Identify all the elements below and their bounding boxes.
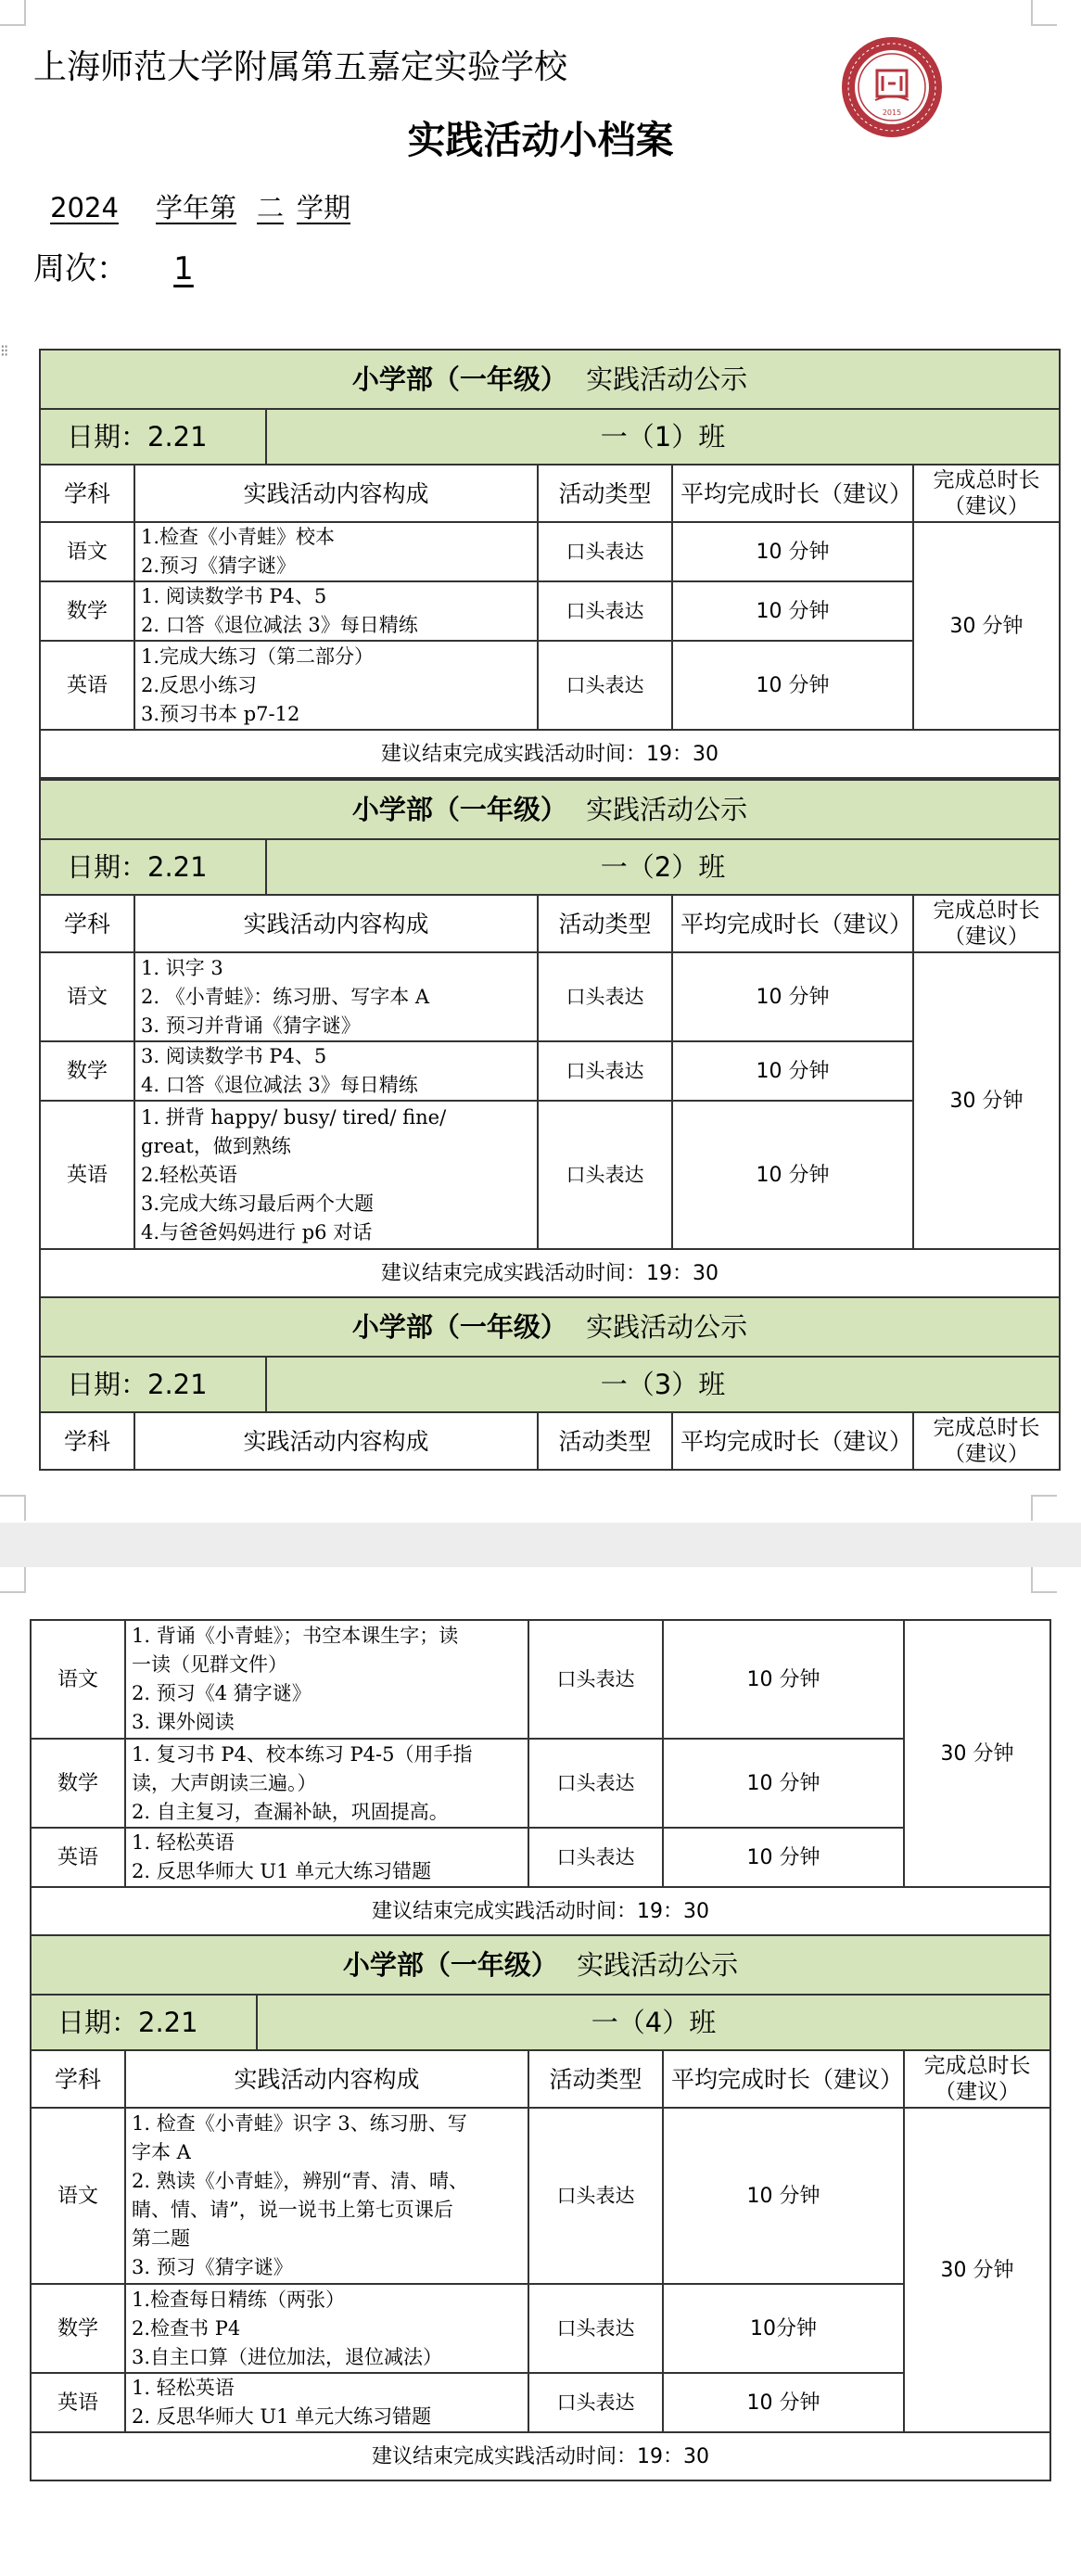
type-cell: 口头表达 — [528, 2284, 663, 2373]
col-avg-time: 平均完成时长（建议） — [672, 895, 913, 952]
table-row — [31, 2108, 1050, 2284]
subject-cell: 数学 — [31, 2284, 125, 2373]
dept-label: 小学部（一年级） — [351, 793, 567, 825]
table-row — [40, 641, 1060, 730]
total-time-cell: 30 分钟 — [913, 952, 1060, 1249]
page-corner-mark — [1031, 1495, 1057, 1521]
class-name: 一（4）班 — [257, 1995, 1050, 2050]
table-row — [40, 952, 1060, 1041]
subject-cell: 语文 — [40, 952, 134, 1041]
time-cell: 10 分钟 — [672, 952, 913, 1041]
type-cell: 口头表达 — [538, 952, 672, 1041]
time-cell: 10 分钟 — [672, 1041, 913, 1101]
class-table-4 — [30, 1934, 1051, 2481]
col-content: 实践活动内容构成 — [134, 465, 538, 522]
subject-cell: 英语 — [31, 1828, 125, 1887]
content-cell: 1. 阅读数学书 P4、5 2. 口答《退位减法 3》每日精练 — [134, 581, 538, 641]
page-corner-mark — [1031, 1567, 1057, 1593]
class-table-1 — [39, 349, 1061, 779]
type-cell: 口头表达 — [528, 2108, 663, 2284]
table-row — [40, 581, 1060, 641]
end-time-row: 建议结束完成实践活动时间：19：30 — [40, 1249, 1060, 1297]
col-total-time: 完成总时长 （建议） — [913, 895, 1060, 952]
total-time-cell: 30 分钟 — [904, 1620, 1050, 1887]
content-cell: 1.检查《小青蛙》校本 2.预习《猜字谜》 — [134, 522, 538, 581]
total-time-cell: 30 分钟 — [913, 522, 1060, 730]
col-total-time: 完成总时长 （建议） — [913, 465, 1060, 522]
week-line — [33, 243, 230, 288]
table-row — [40, 1041, 1060, 1101]
type-cell: 口头表达 — [528, 1739, 663, 1828]
total-time-cell: 30 分钟 — [904, 2108, 1050, 2432]
col-total-time: 完成总时长 （建议） — [904, 2050, 1050, 2108]
page-corner-mark — [0, 1567, 26, 1593]
week-label: 周次： — [33, 250, 128, 287]
col-avg-time: 平均完成时长（建议） — [672, 465, 913, 522]
col-subject: 学科 — [40, 465, 134, 522]
term-end: 学期 — [297, 192, 351, 223]
type-cell: 口头表达 — [538, 1041, 672, 1101]
subject-cell: 语文 — [31, 2108, 125, 2284]
col-subject: 学科 — [31, 2050, 125, 2108]
table-row — [31, 2284, 1050, 2373]
time-cell: 10 分钟 — [663, 1739, 904, 1828]
col-content: 实践活动内容构成 — [134, 1412, 538, 1470]
subject-cell: 语文 — [40, 522, 134, 581]
class-name: 一（1）班 — [266, 409, 1060, 465]
time-cell: 10 分钟 — [663, 2108, 904, 2284]
term-num: 二 — [257, 192, 285, 223]
subject-cell: 英语 — [40, 1101, 134, 1249]
table-row — [31, 2373, 1050, 2432]
col-type: 活动类型 — [528, 2050, 663, 2108]
type-cell: 口头表达 — [528, 2373, 663, 2432]
content-cell: 1. 复习书 P4、校本练习 P4-5（用手指 读，大声朗读三遍。） 2. 自主复习，查漏补缺，巩固提高。 — [125, 1739, 528, 1828]
time-cell: 10 分钟 — [663, 2373, 904, 2432]
seal-year: 2015 — [882, 108, 902, 117]
col-subject: 学科 — [40, 895, 134, 952]
notice-label: 实践活动公示 — [586, 793, 748, 825]
term-line — [33, 187, 350, 225]
content-cell: 1. 轻松英语 2. 反思华师大 U1 单元大练习错题 — [125, 1828, 528, 1887]
col-type: 活动类型 — [538, 1412, 672, 1470]
end-time-row: 建议结束完成实践活动时间：19：30 — [31, 1887, 1050, 1935]
notice-label: 实践活动公示 — [577, 1948, 739, 1981]
term-year: 2024 — [50, 192, 119, 223]
subject-cell: 数学 — [31, 1739, 125, 1828]
col-type: 活动类型 — [538, 465, 672, 522]
page-corner-mark — [0, 1495, 26, 1521]
notice-label: 实践活动公示 — [586, 1310, 748, 1343]
time-cell: 10 分钟 — [663, 1620, 904, 1739]
notice-label: 实践活动公示 — [586, 363, 748, 395]
table-move-handle[interactable]: ⁝⁝ — [0, 341, 7, 361]
dept-label: 小学部（一年级） — [351, 363, 567, 395]
col-type: 活动类型 — [538, 895, 672, 952]
date-cell: 日期：2.21 — [40, 1357, 266, 1412]
time-cell: 10 分钟 — [672, 1101, 913, 1249]
week-number: 1 — [173, 250, 194, 287]
table-row — [40, 1101, 1060, 1249]
content-cell: 1. 拼背 happy/ busy/ tired/ fine/ great，做到熟练 2.轻松英语 3.完成大练习最后两个大题 4.与爸爸妈妈进行 p6 对话 — [134, 1101, 538, 1249]
time-cell: 10 分钟 — [672, 581, 913, 641]
subject-cell: 语文 — [31, 1620, 125, 1739]
type-cell: 口头表达 — [538, 641, 672, 730]
content-cell: 1. 检查《小青蛙》识字 3、练习册、写 字本 A 2. 熟读《小青蛙》，辨别“青、清、晴、 睛、情、请”，说一说书上第七页课后 第二题 3. 预习《猜字谜》 — [125, 2108, 528, 2284]
dept-label: 小学部（一年级） — [351, 1310, 567, 1343]
time-cell: 10 分钟 — [672, 522, 913, 581]
col-content: 实践活动内容构成 — [125, 2050, 528, 2108]
time-cell: 10 分钟 — [663, 1828, 904, 1887]
subject-cell: 英语 — [40, 641, 134, 730]
class-table-3-body — [30, 1619, 1051, 1936]
subject-cell: 数学 — [40, 581, 134, 641]
page-corner-mark — [0, 0, 26, 26]
col-content: 实践活动内容构成 — [134, 895, 538, 952]
school-name: 上海师范大学附属第五嘉定实验学校 — [33, 48, 568, 86]
subject-cell: 英语 — [31, 2373, 125, 2432]
date-cell: 日期：2.21 — [40, 409, 266, 465]
time-cell: 10分钟 — [663, 2284, 904, 2373]
class-name: 一（3）班 — [266, 1357, 1060, 1412]
table-heading — [31, 1935, 1050, 1995]
term-mid: 学年第 — [156, 192, 237, 223]
content-cell: 3. 阅读数学书 P4、5 4. 口答《退位减法 3》每日精练 — [134, 1041, 538, 1101]
time-cell: 10 分钟 — [672, 641, 913, 730]
date-cell: 日期：2.21 — [40, 839, 266, 895]
type-cell: 口头表达 — [538, 1101, 672, 1249]
end-time-row: 建议结束完成实践活动时间：19：30 — [40, 730, 1060, 778]
table-row — [31, 1828, 1050, 1887]
table-heading — [40, 350, 1060, 409]
class-table-3-header — [39, 1296, 1061, 1471]
col-subject: 学科 — [40, 1412, 134, 1470]
content-cell: 1.检查每日精练（两张） 2.检查书 P4 3.自主口算（进位加法，退位减法） — [125, 2284, 528, 2373]
subject-cell: 数学 — [40, 1041, 134, 1101]
class-table-2 — [39, 779, 1061, 1298]
col-avg-time: 平均完成时长（建议） — [663, 2050, 904, 2108]
col-total-time: 完成总时长 （建议） — [913, 1412, 1060, 1470]
type-cell: 口头表达 — [538, 522, 672, 581]
table-heading — [40, 780, 1060, 839]
table-row — [40, 522, 1060, 581]
col-avg-time: 平均完成时长（建议） — [672, 1412, 913, 1470]
document-title: 实践活动小档案 — [407, 118, 674, 162]
content-cell: 1. 轻松英语 2. 反思华师大 U1 单元大练习错题 — [125, 2373, 528, 2432]
content-cell: 1.完成大练习（第二部分） 2.反思小练习 3.预习书本 p7-12 — [134, 641, 538, 730]
end-time-row: 建议结束完成实践活动时间：19：30 — [31, 2432, 1050, 2480]
type-cell: 口头表达 — [528, 1828, 663, 1887]
dept-label: 小学部（一年级） — [342, 1948, 558, 1981]
table-row — [31, 1620, 1050, 1739]
table-row — [31, 1739, 1050, 1828]
table-heading — [40, 1297, 1060, 1357]
class-name: 一（2）班 — [266, 839, 1060, 895]
content-cell: 1. 背诵《小青蛙》；书空本课生字；读 一读（见群文件） 2. 预习《4 猜字谜》 3. 课外阅读 — [125, 1620, 528, 1739]
date-cell: 日期：2.21 — [31, 1995, 257, 2050]
page-corner-mark — [1031, 0, 1057, 26]
page-2 — [0, 1567, 1081, 2576]
type-cell: 口头表达 — [528, 1620, 663, 1739]
type-cell: 口头表达 — [538, 581, 672, 641]
content-cell: 1. 识字 3 2. 《小青蛙》：练习册、写字本 A 3. 预习并背诵《猜字谜》 — [134, 952, 538, 1041]
